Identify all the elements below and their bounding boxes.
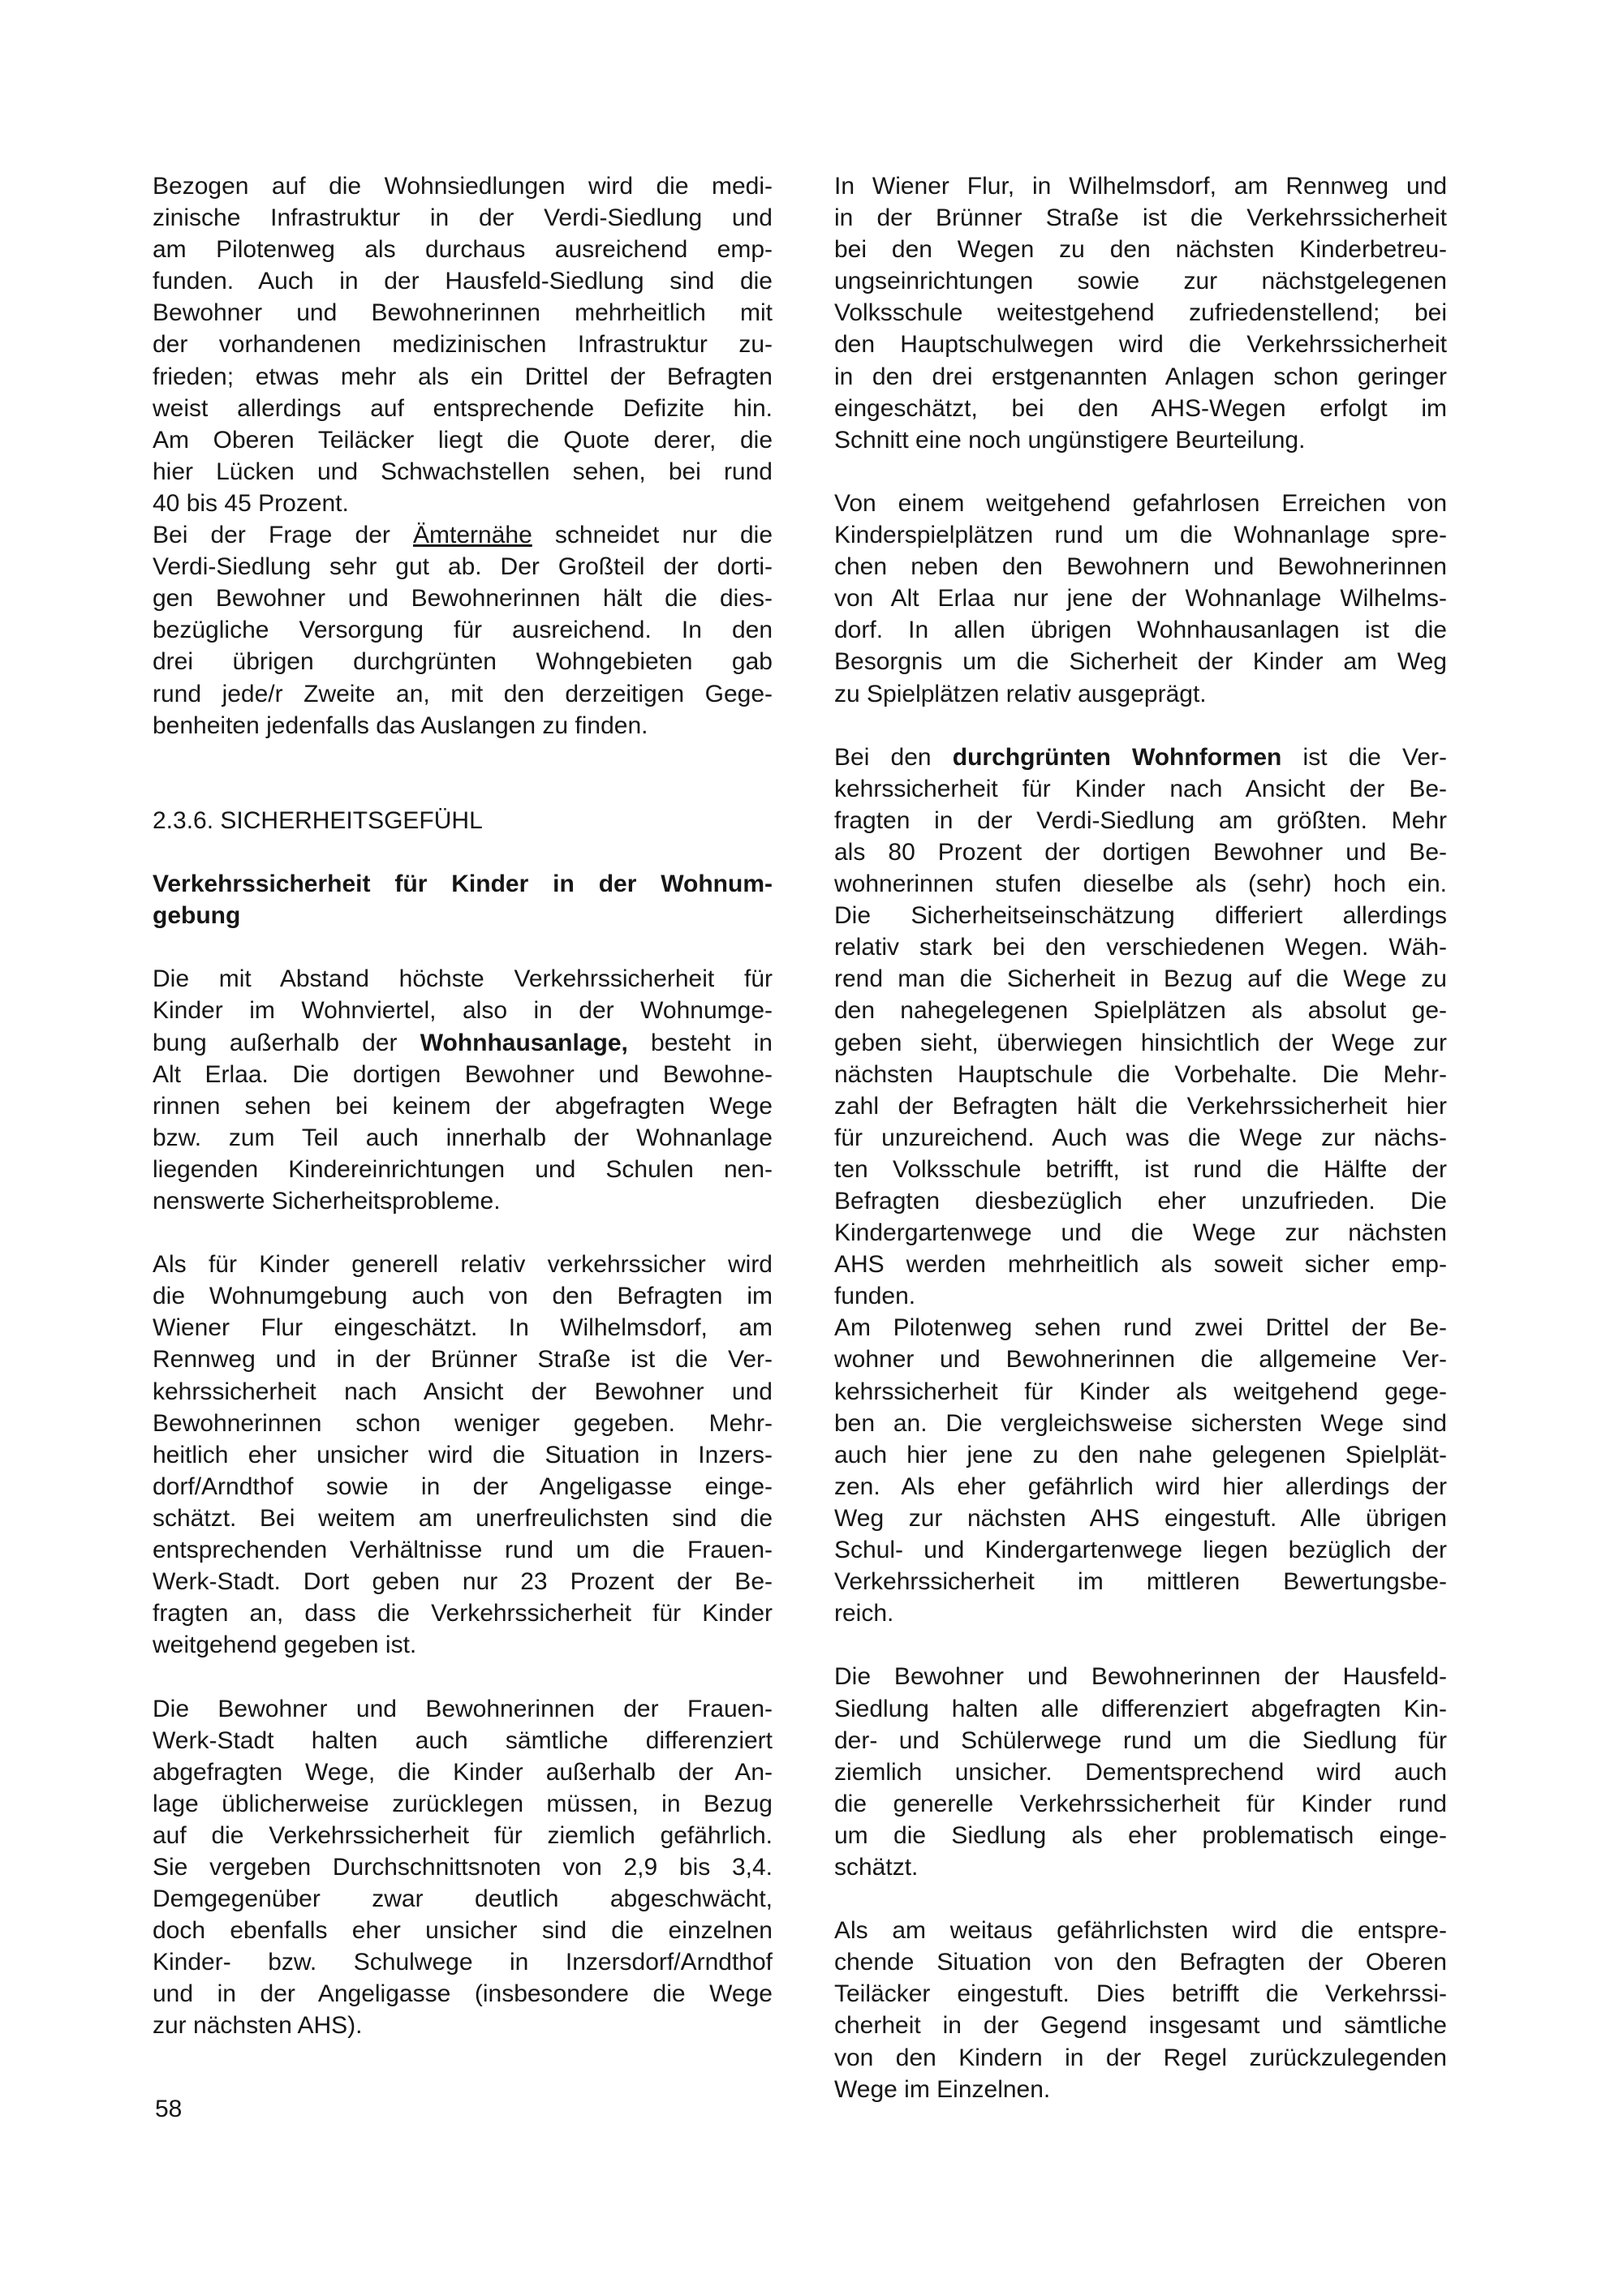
section-heading (153, 805, 773, 836)
text-line: Volksschule weitestgehend zufriedenstellend; bei (834, 299, 1447, 327)
text-line: entsprechenden Verhältnisse rund um die Frauen- (153, 1537, 773, 1564)
text-line: Bewohnerinnen schon weniger gegeben. Mehr- (153, 1409, 773, 1437)
text-line: eingeschätzt, bei den AHS-Wegen erfolgt im (834, 394, 1447, 422)
text-line: Sie vergeben Durchschnittsnoten von 2,9 bis 3,4. (153, 1853, 773, 1881)
text-line: drei übrigen durchgrünten Wohngebieten gab (153, 648, 773, 676)
text-line: Die Bewohner und Bewohnerinnen der Hausfeld- (834, 1663, 1447, 1691)
text-line: relativ stark bei den verschiedenen Wegen. Wäh- (834, 934, 1447, 961)
text-line: liegenden Kindereinrichtungen und Schulen nen- (153, 1155, 773, 1183)
text-segment: Bei der Frage der (153, 522, 414, 549)
text-line: kehrssicherheit nach Ansicht der Bewohner und (153, 1378, 773, 1405)
text-line (153, 519, 773, 551)
text-line: Wege im Einzelnen. (834, 2075, 1051, 2103)
paragraph (153, 170, 773, 519)
text-line: Am Pilotenweg sehen rund zwei Drittel der Be- (834, 1314, 1447, 1342)
text-line: geben sieht, überwiegen hinsichtlich der Wege zur (834, 1029, 1447, 1056)
text-line: auf die Verkehrssicherheit für ziemlich gefährlich. (153, 1821, 773, 1849)
text-line (834, 742, 1447, 773)
text-line: Als für Kinder generell relativ verkehrssicher wird (153, 1251, 773, 1279)
paragraph (153, 1693, 773, 2042)
text-line: bzw. zum Teil auch innerhalb der Wohnanlage (153, 1124, 773, 1151)
text-line: wohnerinnen stufen dieselbe als (sehr) hoch ein. (834, 871, 1447, 898)
bold-text: durchgrünten Wohnformen (952, 743, 1282, 771)
text-line: ben an. Die vergleichsweise sichersten Wege sind (834, 1409, 1447, 1437)
text-line: lage üblicherweise zurücklegen müssen, in Bezug (153, 1790, 773, 1817)
text-line: auch hier jene zu den nahe gelegenen Spielplät- (834, 1441, 1447, 1468)
paragraph (834, 1915, 1447, 2105)
bold-text: Wohnhausanlage, (420, 1029, 628, 1056)
text-line: Rennweg und in der Brünner Straße ist die Ver- (153, 1346, 773, 1374)
text-line: Befragten diesbezüglich eher unzufrieden. Die (834, 1188, 1447, 1215)
text-line: Die mit Abstand höchste Verkehrssicherheit für (153, 965, 773, 993)
text-line: nächsten Hauptschule die Vorbehalte. Die Mehr- (834, 1060, 1447, 1088)
text-line: benheiten jedenfalls das Auslangen zu finden. (153, 712, 648, 739)
text-line: und in der Angeligasse (insbesondere die Wege (153, 1980, 773, 2008)
text-line: als 80 Prozent der dortigen Bewohner und Be- (834, 838, 1447, 866)
text-line: zu Spielplätzen relativ ausgeprägt. (834, 680, 1207, 707)
text-line: von den Kindern in der Regel zurückzulegenden (834, 2044, 1447, 2071)
text-line: funden. Auch in der Hausfeld-Siedlung sind die (153, 268, 773, 295)
text-line: Werk-Stadt halten auch sämtliche differenziert (153, 1726, 773, 1754)
text-line: Die Bewohner und Bewohnerinnen der Frauen- (153, 1695, 773, 1722)
text-line: AHS werden mehrheitlich als soweit sicher emp- (834, 1251, 1447, 1279)
text-line: fragten an, dass die Verkehrssicherheit für Kinder (153, 1600, 773, 1627)
text-line: In Wiener Flur, in Wilhelmsdorf, am Rennweg und (834, 173, 1447, 200)
text-segment: ist die Ver- (1281, 743, 1447, 771)
text-line: rinnen sehen bei keinem der abgefragten Wege (153, 1092, 773, 1120)
text-segment: Bei den (834, 743, 953, 771)
paragraph (834, 1312, 1447, 1629)
text-line: am Pilotenweg als durchaus ausreichend emp- (153, 236, 773, 264)
text-segment: besteht in (627, 1029, 773, 1056)
text-line: Verkehrssicherheit für Kinder in der Wohnum- (153, 871, 773, 898)
text-line: Bezogen auf die Wohnsiedlungen wird die medi- (153, 173, 773, 200)
text-line: doch ebenfalls eher unsicher sind die einzelnen (153, 1917, 773, 1945)
text-line: die Wohnumgebung auch von den Befragten im (153, 1283, 773, 1310)
paragraph (153, 1249, 773, 1661)
text-line: Schul- und Kindergartenwege liegen bezüglich der (834, 1537, 1447, 1564)
text-line: zur nächsten AHS). (153, 2012, 363, 2040)
text-segment: bung außerhalb der (153, 1029, 420, 1056)
text-line: ten Volksschule betrifft, ist rund die Hälfte der (834, 1155, 1447, 1183)
text-line: zinische Infrastruktur in der Verdi-Siedlung und (153, 204, 773, 232)
text-segment: schneidet nur die (532, 522, 773, 549)
text-line: gebung (153, 902, 241, 930)
text-line: zahl der Befragten hält die Verkehrssicherheit hier (834, 1092, 1447, 1120)
text-line: weitgehend gegeben ist. (153, 1632, 417, 1659)
text-line: wohner und Bewohnerinnen die allgemeine Ver- (834, 1346, 1447, 1374)
paragraph (834, 742, 1447, 1313)
text-line: nenswerte Sicherheitsprobleme. (153, 1188, 501, 1215)
text-line: gen Bewohner und Bewohnerinnen hält die dies- (153, 585, 773, 613)
text-line: heitlich eher unsicher wird die Situation in Inzers- (153, 1441, 773, 1468)
text-line: cherheit in der Gegend insgesamt und sämtliche (834, 2012, 1447, 2040)
text-line: für unzureichend. Auch was die Wege zur nächs- (834, 1124, 1447, 1151)
text-line: Alt Erlaa. Die dortigen Bewohner und Bewohne- (153, 1060, 773, 1088)
text-line: dorf. In allen übrigen Wohnhausanlagen ist die (834, 617, 1447, 644)
text-line: rund jede/r Zweite an, mit den derzeitigen Gege- (153, 680, 773, 707)
text-line: Kinder im Wohnviertel, also in der Wohnumge- (153, 997, 773, 1025)
right-column (834, 170, 1447, 2105)
page-number: 58 (155, 2096, 183, 2122)
paragraph (834, 488, 1447, 710)
text-line: funden. (834, 1283, 916, 1310)
text-line: Weg zur nächsten AHS eingestuft. Alle übrigen (834, 1504, 1447, 1532)
text-line: reich. (834, 1600, 894, 1627)
text-line: Demgegenüber zwar deutlich abgeschwächt, (153, 1885, 773, 1913)
text-line: fragten in der Verdi-Siedlung am größten. Mehr (834, 806, 1447, 834)
text-line: Teiläcker eingestuft. Dies betrifft die Verkehrssi- (834, 1980, 1447, 2008)
text-line: 2.3.6. SICHERHEITSGEFÜHL (153, 806, 483, 834)
underline-text: Ämternähe (413, 522, 532, 549)
text-line: von Alt Erlaa nur jene der Wohnanlage Wilhelms- (834, 585, 1447, 613)
text-line: Die Sicherheitseinschätzung differiert allerdings (834, 902, 1447, 930)
text-line: abgefragten Wege, die Kinder außerhalb der An- (153, 1758, 773, 1786)
text-line: weist allerdings auf entsprechende Defizite hin. (153, 394, 773, 422)
text-line: die generelle Verkehrssicherheit für Kinder rund (834, 1790, 1447, 1817)
text-line: Von einem weitgehend gefahrlosen Erreichen von (834, 489, 1447, 517)
text-line: ungseinrichtungen sowie zur nächstgelegenen (834, 268, 1447, 295)
text-line: kehrssicherheit für Kinder als weitgehend gege- (834, 1378, 1447, 1405)
text-line: hier Lücken und Schwachstellen sehen, bei rund (153, 458, 773, 485)
subheading (153, 868, 773, 931)
text-line: zen. Als eher gefährlich wird hier allerdings der (834, 1473, 1447, 1500)
text-line: Als am weitaus gefährlichsten wird die entspre- (834, 1917, 1447, 1945)
paragraph (153, 963, 773, 1217)
text-line: Kinderspielplätzen rund um die Wohnanlage spre- (834, 522, 1447, 549)
text-line: in der Brünner Straße ist die Verkehrssicherheit (834, 204, 1447, 232)
text-line: Kindergartenwege und die Wege zur nächsten (834, 1219, 1447, 1247)
text-line: der- und Schülerwege rund um die Siedlung für (834, 1726, 1447, 1754)
text-line: Besorgnis um die Sicherheit der Kinder am Weg (834, 648, 1447, 676)
text-line: Schnitt eine noch ungünstigere Beurteilung. (834, 426, 1306, 454)
text-line: Bewohner und Bewohnerinnen mehrheitlich mit (153, 299, 773, 327)
text-line: chen neben den Bewohnern und Bewohnerinnen (834, 553, 1447, 581)
text-line: chende Situation von den Befragten der Oberen (834, 1949, 1447, 1976)
text-line: schätzt. Bei weitem am unerfreulichsten sind die (153, 1504, 773, 1532)
paragraph (153, 519, 773, 742)
text-line: Am Oberen Teiläcker liegt die Quote derer, die (153, 426, 773, 454)
text-line: ziemlich unsicher. Dementsprechend wird auch (834, 1758, 1447, 1786)
text-line: Kinder- bzw. Schulwege in Inzersdorf/Arndthof (153, 1949, 773, 1976)
paragraph (834, 1661, 1447, 1883)
text-line: Verdi-Siedlung sehr gut ab. Der Großteil der dorti- (153, 553, 773, 581)
text-line: schätzt. (834, 1853, 919, 1881)
text-line: dorf/Arndthof sowie in der Angeligasse einge- (153, 1473, 773, 1500)
left-column (153, 170, 773, 2042)
text-line: Verkehrssicherheit im mittleren Bewertungsbe- (834, 1568, 1447, 1596)
text-line: Werk-Stadt. Dort geben nur 23 Prozent der Be- (153, 1568, 773, 1596)
text-line: kehrssicherheit für Kinder nach Ansicht der Be- (834, 775, 1447, 802)
text-line: den nahegelegenen Spielplätzen als absolut ge- (834, 997, 1447, 1025)
text-line: bezügliche Versorgung für ausreichend. In den (153, 617, 773, 644)
paragraph (834, 170, 1447, 456)
text-line: 40 bis 45 Prozent. (153, 489, 349, 517)
text-line: frieden; etwas mehr als ein Drittel der Befragten (153, 363, 773, 390)
text-line: in den drei erstgenannten Anlagen schon geringer (834, 363, 1447, 390)
text-line (153, 1027, 773, 1059)
text-line: den Hauptschulwegen wird die Verkehrssicherheit (834, 331, 1447, 359)
text-line: Siedlung halten alle differenziert abgefragten Kin- (834, 1695, 1447, 1722)
text-line: der vorhandenen medizinischen Infrastruktur zu- (153, 331, 773, 359)
text-line: bei den Wegen zu den nächsten Kinderbetreu- (834, 236, 1447, 264)
text-line: Wiener Flur eingeschätzt. In Wilhelmsdorf, am (153, 1314, 773, 1342)
text-line: rend man die Sicherheit in Bezug auf die Wege zu (834, 965, 1447, 993)
text-line: um die Siedlung als eher problematisch einge- (834, 1821, 1447, 1849)
